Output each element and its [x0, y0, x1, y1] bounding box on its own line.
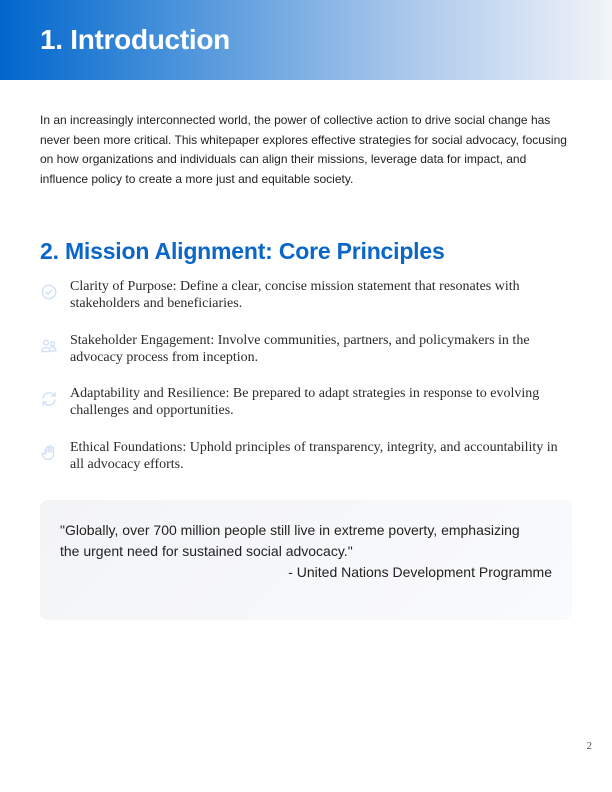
list-item: [40, 278, 572, 332]
hand-icon: [40, 444, 58, 462]
principle-text: Clarity of Purpose: Define a clear, concise mission statement that resonates with stakeholders and beneficiaries.: [70, 279, 520, 311]
list-item: [40, 385, 572, 439]
principle-text: Stakeholder Engagement: Involve communities, partners, and policymakers in the advocacy process from inception.: [70, 332, 530, 365]
principle-text: Ethical Foundations: Uphold principles of transparency, integrity, and accountability in all advocacy efforts.: [70, 439, 558, 472]
check-circle-icon: [40, 283, 58, 301]
header-banner: [0, 0, 612, 80]
users-icon: [40, 337, 58, 355]
quote-block: [40, 500, 572, 620]
quote-text: "Globally, over 700 million people still live in extreme poverty, emphasizing the urgent need for sustained social advocacy.": [60, 522, 520, 559]
quote-attribution: - United Nations Development Programme: [288, 564, 552, 580]
page-number: 2: [586, 740, 592, 752]
intro-paragraph: In an increasingly interconnected world, the power of collective action to drive social change has never been more critical. This whitepaper explores effective strategies for social advocacy, focusing on how organizations and individuals can align their missions, leverage data for impact, and influence policy to create a more just and equitable society.: [40, 113, 567, 186]
list-item: [40, 439, 572, 493]
principle-text: Adaptability and Resilience: Be prepared to adapt strategies in response to evolving challenges and opportunities.: [70, 386, 540, 418]
refresh-icon: [40, 390, 58, 408]
list-item: [40, 332, 572, 386]
page-title: 1. Introduction: [40, 24, 230, 55]
section-title: 2. Mission Alignment: Core Principles: [40, 238, 445, 264]
principles-list: [40, 278, 572, 492]
